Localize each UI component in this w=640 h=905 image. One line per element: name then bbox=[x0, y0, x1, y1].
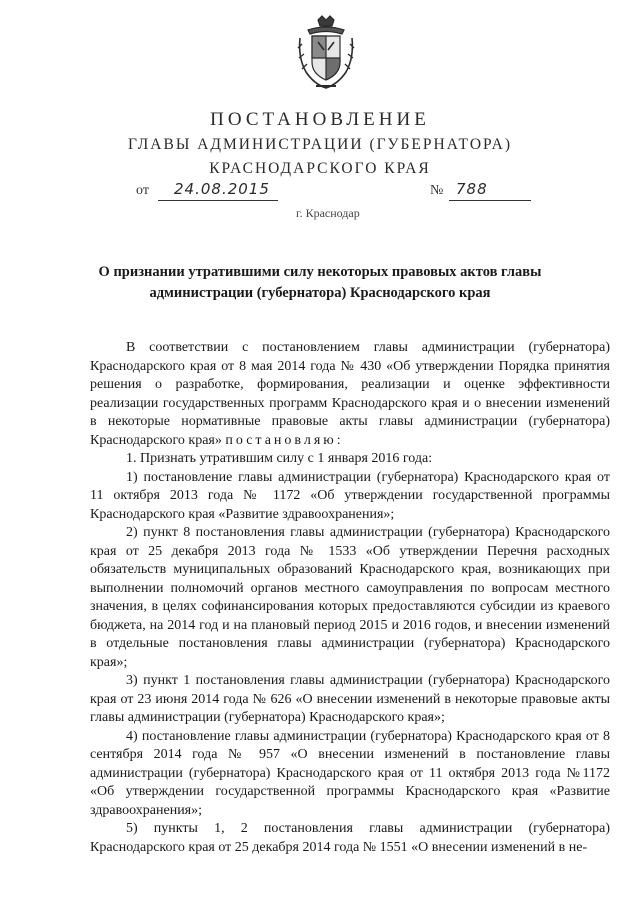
issuer-heading: ГЛАВЫ АДМИНИСТРАЦИИ (ГУБЕРНАТОРА) bbox=[127, 136, 512, 153]
document-body bbox=[90, 339, 610, 857]
city-label: г. Краснодар bbox=[296, 206, 360, 220]
decree-word: постановляю: bbox=[225, 432, 344, 448]
list-item: 2) пункт 8 постановления главы администрации (губернатора) Краснодарского края от 25 декабря 2013 года № 1533 «Об утверждении Перечня расходных обязательств муниципальных образований Краснодарского края, возникающих при выполнении полномочий органов местного самоуправления по вопросам местного значения, в целях софинансирования которых предоставляются субсидии из краевого бюджета, на 2014 год и на плановый период 2015 и 2016 годов, и внесении изменений в отдельные постановления главы администрации (губернатора) Краснодарского края»; bbox=[90, 525, 610, 670]
region-heading: КРАСНОДАРСКОГО КРАЯ bbox=[209, 160, 431, 177]
intro-text: В соответствии с постановлением главы администрации (губернатора) Краснодарского края от 8 мая 2014 года № 430 «Об утверждении Порядка принятия решения о разработке, формирования, реализации и оценке эффективности реализации государственных программ Краснодарского края и о внесении изменений в некоторые нормативные правовые акты главы администрации (губернатора) Краснодарского края» bbox=[90, 340, 610, 448]
document-type-heading: ПОСТАНОВЛЕНИЕ bbox=[210, 109, 430, 130]
number-value: 788 bbox=[456, 180, 488, 198]
document-title: О признании утратившими силу некоторых правовых актов главы администрации (губернатора) Краснодарского края bbox=[98, 264, 542, 301]
date-prefix: от bbox=[136, 183, 149, 198]
coat-of-arms-icon bbox=[296, 14, 356, 92]
date-value: 24.08.2015 bbox=[174, 180, 270, 198]
number-prefix: № bbox=[430, 183, 444, 198]
list-item: 3) пункт 1 постановления главы администрации (губернатора) Краснодарского края от 23 июня 2014 года № 626 «О внесении изменений в некоторые правовые акты главы администрации (губернатора) Краснодарского края»; bbox=[90, 673, 610, 725]
number-underline bbox=[449, 200, 531, 201]
intro-paragraph bbox=[90, 339, 610, 450]
date-underline bbox=[158, 200, 278, 201]
list-item: 5) пункты 1, 2 постановления главы администрации (губернатора) Краснодарского края от 25 декабря 2014 года № 1551 «О внесении изменений в не- bbox=[90, 821, 610, 855]
list-item: 4) постановление главы администрации (губернатора) Краснодарского края от 8 сентября 2014 года № 957 «О внесении изменений в постановление главы администрации (губернатора) Краснодарского края от 11 октября 2013 года №1172 «Об утверждении государственной программы Краснодарского края «Развитие здравоохранения»; bbox=[90, 728, 610, 818]
list-item: 1) постановление главы администрации (губернатора) Краснодарского края от 11 октября 2013 года № 1172 «Об утверждении государственной программы Краснодарского края «Развитие здравоохранения»; bbox=[90, 469, 610, 522]
clause-1: 1. Признать утратившим силу с 1 января 2016 года: bbox=[126, 451, 433, 466]
